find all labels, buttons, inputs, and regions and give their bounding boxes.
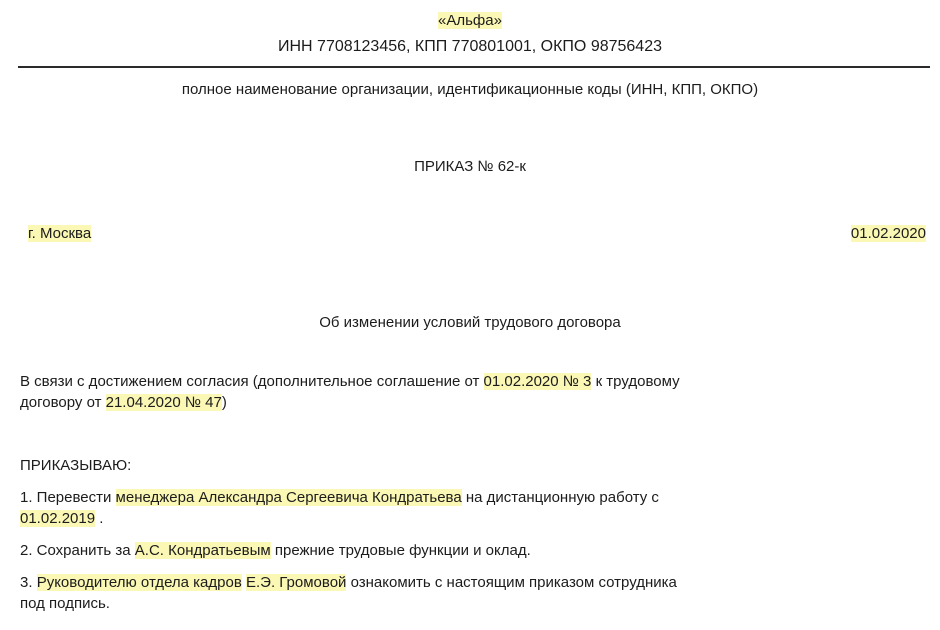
header-divider	[18, 66, 930, 68]
preamble-text: )	[221, 394, 227, 411]
agreement-number: № 3	[558, 373, 592, 390]
order-city	[28, 224, 91, 244]
hr-head-title: Руководителю отдела кадров	[36, 574, 242, 591]
item-text: 1. Перевести	[20, 489, 116, 506]
contract-date: 21.04.2020	[105, 394, 181, 411]
employee-name: менеджера Александра Сергеевича Кондратьева	[115, 489, 462, 506]
organization-name-text: «Альфа»	[438, 12, 502, 29]
agreement-date: 01.02.2020	[483, 373, 559, 390]
directive-item-2	[20, 541, 531, 561]
directive-item-1-continuation	[20, 509, 103, 529]
order-date	[851, 224, 926, 244]
directive-label: ПРИКАЗЫВАЮ:	[20, 457, 132, 474]
item-text: прежние трудовые функции и оклад.	[270, 542, 531, 559]
directive-item-3-continuation: под подпись.	[20, 595, 110, 612]
order-city-text: г. Москва	[28, 225, 92, 242]
item-text: 3.	[20, 574, 37, 591]
order-title: ПРИКАЗ № 62-к	[414, 158, 526, 175]
preamble-text: договору от	[20, 394, 106, 411]
item-text: на дистанционную работу с	[461, 489, 659, 506]
preamble-text: к трудовому	[591, 373, 680, 390]
item-text: ознакомить с настоящим приказом сотрудника	[346, 574, 677, 591]
order-date-text: 01.02.2020	[850, 225, 926, 242]
hr-head-name: Е.Э. Громовой	[245, 574, 347, 591]
preamble-line-1	[20, 372, 680, 392]
item-text: 2. Сохранить за	[20, 542, 135, 559]
preamble-text: В связи с достижением согласия (дополнительное соглашение от	[20, 373, 484, 390]
directive-item-1	[20, 488, 659, 508]
preamble-line-2	[20, 393, 227, 413]
organization-name	[0, 11, 940, 31]
order-subject: Об изменении условий трудового договора	[319, 314, 621, 331]
employee-short-name: А.С. Кондратьевым	[134, 542, 271, 559]
organization-caption: полное наименование организации, идентификационные коды (ИНН, КПП, ОКПО)	[181, 81, 759, 98]
transfer-date: 01.02.2019	[20, 510, 96, 527]
directive-item-3	[20, 573, 677, 593]
item-text: .	[95, 510, 104, 527]
organization-codes: ИНН 7708123456, КПП 770801001, ОКПО 98756423	[277, 38, 662, 55]
contract-number: № 47	[180, 394, 222, 411]
